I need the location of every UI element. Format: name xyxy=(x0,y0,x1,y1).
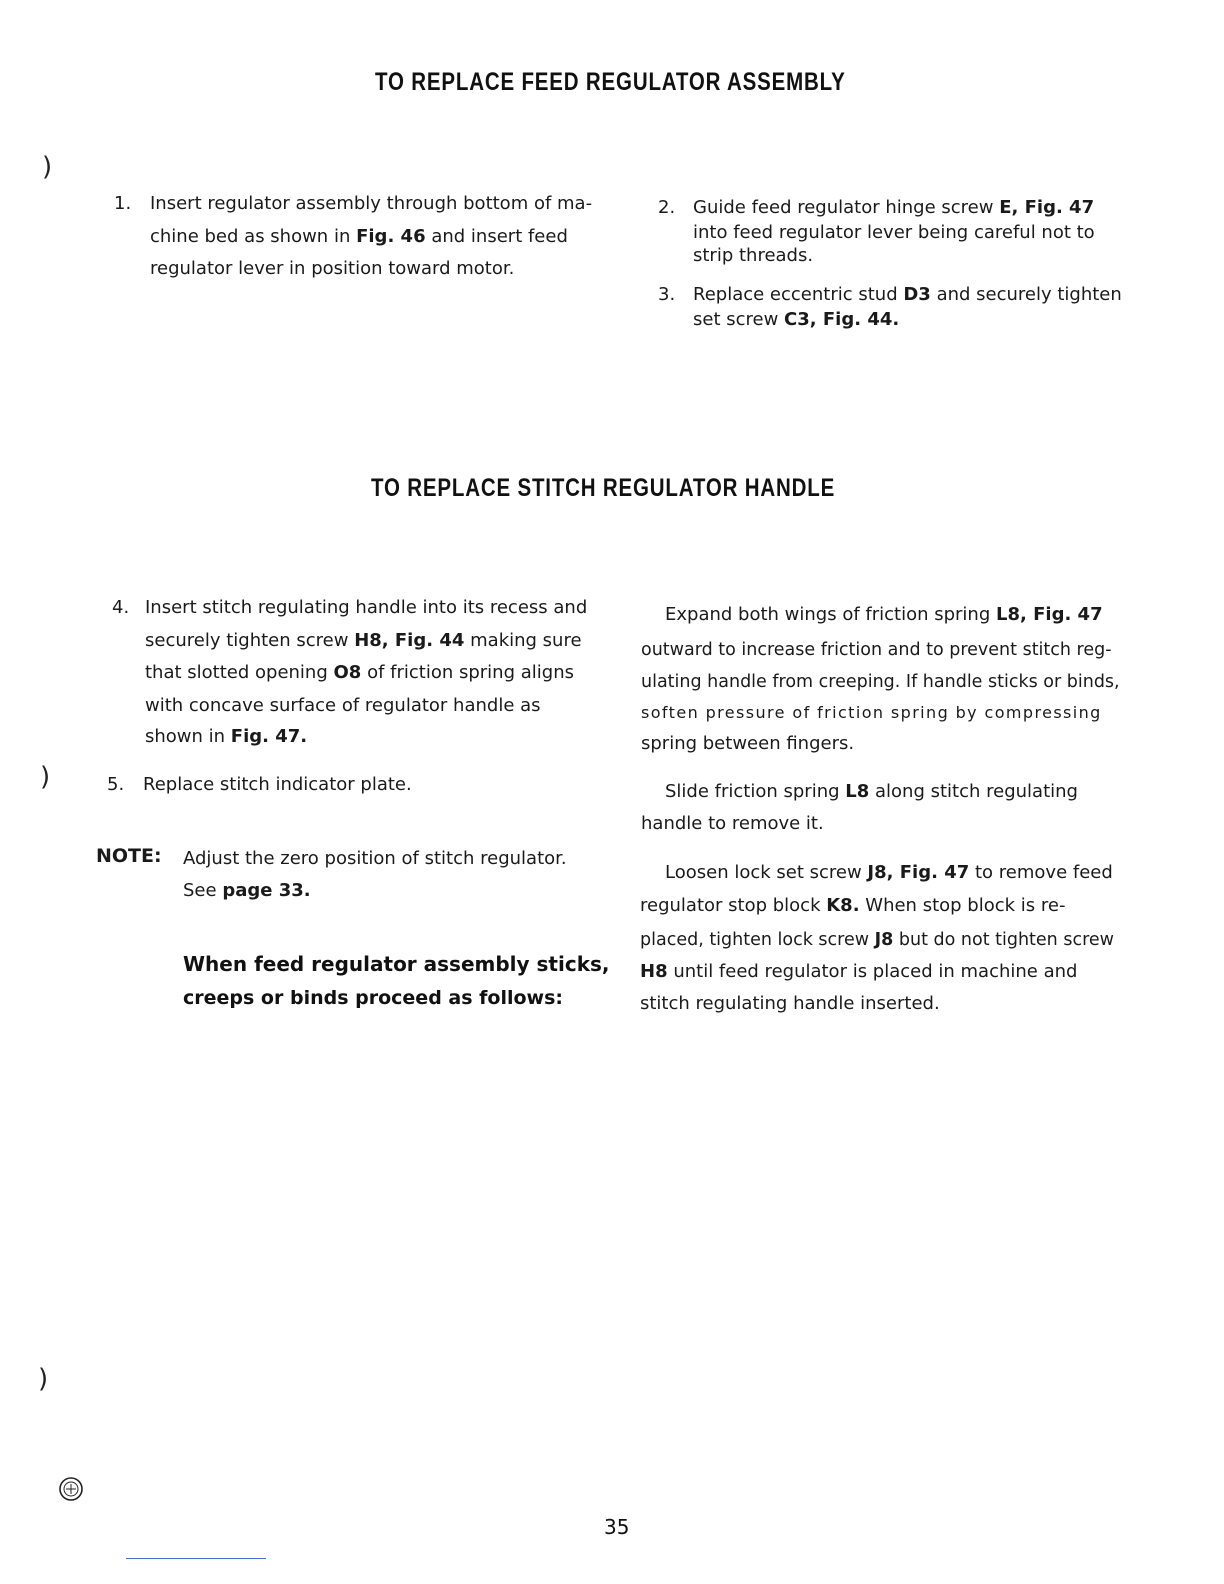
text: until feed regulator is placed in machine and xyxy=(673,961,1078,982)
part-ref: K8. xyxy=(826,895,860,916)
text: and insert feed xyxy=(431,226,568,247)
paragraph-line: ulating handle from creeping. If handle sticks or binds, xyxy=(641,672,1120,692)
text: chine bed as shown in xyxy=(150,226,351,247)
note-line xyxy=(183,880,311,902)
paragraph-line: stitch regulating handle inserted. xyxy=(640,993,940,1014)
part-ref: H8 xyxy=(640,961,668,982)
step-line: Insert stitch regulating handle into its recess and xyxy=(145,597,588,618)
margin-mark: ) xyxy=(42,152,53,182)
text: shown in xyxy=(145,726,226,747)
step-number: 2. xyxy=(658,197,676,218)
text: placed, tighten lock screw xyxy=(640,930,870,950)
page-ref: page 33. xyxy=(222,880,311,901)
paragraph-line xyxy=(640,929,1114,951)
text: Loosen lock set screw xyxy=(665,862,862,883)
text: of friction spring aligns xyxy=(367,662,574,683)
step-line xyxy=(150,226,568,248)
figure-ref: E, Fig. 47 xyxy=(999,197,1095,218)
step-line xyxy=(693,284,1122,306)
margin-mark: ) xyxy=(40,762,51,792)
text: Replace eccentric stud xyxy=(693,284,898,305)
figure-ref: Fig. 47. xyxy=(230,726,308,747)
figure-ref: Fig. 46 xyxy=(356,226,426,247)
text: Guide feed regulator hinge screw xyxy=(693,197,994,218)
text: set screw xyxy=(693,309,779,330)
figure-ref: J8, Fig. 47 xyxy=(867,862,970,883)
step-line: Insert regulator assembly through bottom of ma- xyxy=(150,193,593,214)
text: Slide friction spring xyxy=(665,781,840,802)
paragraph-line: handle to remove it. xyxy=(641,813,824,834)
text: regulator stop block xyxy=(640,895,821,916)
text: but do not tighten screw xyxy=(898,930,1114,950)
figure-ref: H8, Fig. 44 xyxy=(354,630,465,651)
step-line xyxy=(145,630,582,652)
step-line: strip threads. xyxy=(693,245,814,266)
figure-ref: C3, Fig. 44. xyxy=(784,309,900,330)
paragraph-line xyxy=(640,895,1065,917)
step-line: into feed regulator lever being careful not to xyxy=(693,222,1095,243)
feed-regulator-heading: TO REPLACE FEED REGULATOR ASSEMBLY xyxy=(375,68,846,96)
text: When stop block is re- xyxy=(865,895,1066,916)
step-number: 1. xyxy=(114,193,132,214)
step-number: 4. xyxy=(112,597,130,618)
text: and securely tighten xyxy=(936,284,1122,305)
step-line xyxy=(145,662,574,684)
margin-mark: ) xyxy=(38,1364,49,1394)
text: to remove feed xyxy=(975,862,1113,883)
paragraph-line xyxy=(640,961,1077,983)
step-line: regulator lever in position toward motor. xyxy=(150,258,515,279)
part-ref: J8 xyxy=(874,930,894,950)
paragraph-line xyxy=(665,781,1078,803)
part-ref: L8 xyxy=(845,781,870,802)
paragraph-line xyxy=(665,604,1103,626)
step-line xyxy=(693,197,1094,219)
step-line: Replace stitch indicator plate. xyxy=(143,774,412,795)
part-ref: O8 xyxy=(333,662,362,683)
paragraph-line xyxy=(665,862,1113,884)
text: securely tighten screw xyxy=(145,630,349,651)
part-ref: D3 xyxy=(903,284,931,305)
stitch-regulator-heading: TO REPLACE STITCH REGULATOR HANDLE xyxy=(371,474,836,502)
text: Expand both wings of friction spring xyxy=(665,604,991,625)
sticking-subheading-line: When feed regulator assembly sticks, xyxy=(183,952,610,976)
step-line xyxy=(693,309,899,331)
footer-rule xyxy=(126,1558,266,1559)
paragraph-line: soften pressure of friction spring by compressing xyxy=(641,703,1102,722)
union-seal-icon xyxy=(58,1476,84,1502)
figure-ref: L8, Fig. 47 xyxy=(996,604,1103,625)
text: See xyxy=(183,880,217,901)
text: that slotted opening xyxy=(145,662,328,683)
step-number: 3. xyxy=(658,284,676,305)
text: along stitch regulating xyxy=(875,781,1078,802)
step-line xyxy=(145,726,307,748)
page-number: 35 xyxy=(604,1515,630,1539)
text: making sure xyxy=(470,630,582,651)
step-number: 5. xyxy=(107,774,125,795)
step-line: with concave surface of regulator handle as xyxy=(145,695,541,716)
note-line: Adjust the zero position of stitch regulator. xyxy=(183,848,567,869)
paragraph-line: outward to increase friction and to prevent stitch reg- xyxy=(641,640,1112,660)
sticking-subheading-line: creeps or binds proceed as follows: xyxy=(183,987,564,1009)
note-label: NOTE: xyxy=(96,845,162,867)
paragraph-line: spring between fingers. xyxy=(641,733,855,754)
